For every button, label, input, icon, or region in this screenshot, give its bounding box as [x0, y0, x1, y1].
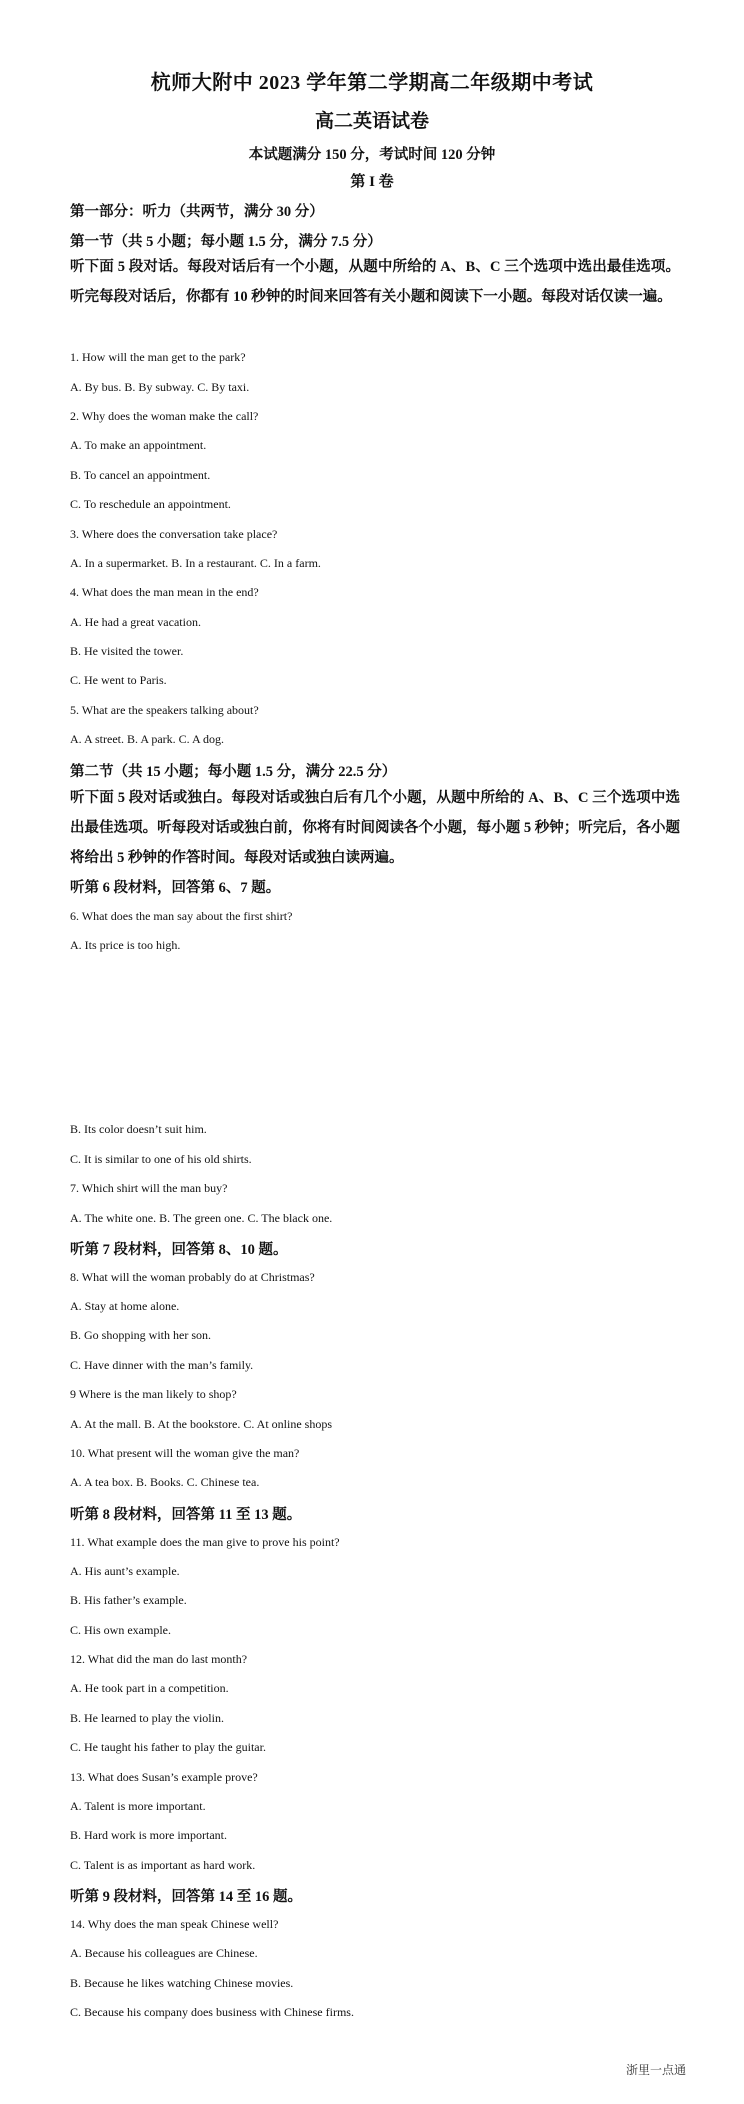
q13-option-b: B. Hard work is more important. [70, 1828, 227, 1842]
q3-stem: 3. Where does the conversation take place? [70, 527, 278, 541]
q13-stem: 13. What does Susan’s example prove? [70, 1770, 258, 1784]
q11-stem: 11. What example does the man give to prove his point? [70, 1535, 340, 1549]
material-7-heading: 听第 7 段材料，回答第 8、10 题。 [70, 1242, 288, 1258]
q13-option-c: C. Talent is as important as hard work. [70, 1858, 256, 1872]
page-footer: 浙里一点通 [626, 2063, 687, 2077]
q5-options: A. A street. B. A park. C. A dog. [70, 732, 225, 746]
q14-option-a: A. Because his colleagues are Chinese. [70, 1946, 258, 1960]
exam-meta: 本试题满分 150 分，考试时间 120 分钟 [248, 147, 496, 163]
q14-stem: 14. Why does the man speak Chinese well? [70, 1917, 279, 1931]
q1-stem: 1. How will the man get to the park? [70, 350, 246, 364]
exam-subtitle: 高二英语试卷 [314, 111, 429, 132]
q6-option-b: B. Its color doesn’t suit him. [70, 1122, 207, 1136]
q12-option-c: C. He taught his father to play the guitar. [70, 1740, 266, 1754]
q11-option-b: B. His father’s example. [70, 1593, 187, 1607]
q6-option-a: A. Its price is too high. [70, 938, 181, 952]
volume-label: 第 I 卷 [350, 174, 394, 190]
section1-instructions: 听下面 5 段对话。每段对话后有一个小题，从题中所给的 A、B、C 三个选项中选出最佳选项。听完每段对话后，你都有 10 秒钟的时间来回答有关小题和阅读下一小题。每段对话仅读一遍。 [70, 259, 680, 305]
q8-option-c: C. Have dinner with the man’s family. [70, 1358, 254, 1372]
q14-option-c: C. Because his company does business with Chinese firms. [70, 2005, 354, 2019]
section2-instructions: 听下面 5 段对话或独白。每段对话或独白后有几个小题，从题中所给的 A、B、C 三个选项中选出最佳选项。听每段对话或独白前，你将有时间阅读各个小题，每小题 5 秒钟；听完后，各小题将给出 5 秒钟的作答时间。每段对话或独白读两遍。 [70, 790, 680, 866]
q5-stem: 5. What are the speakers talking about? [70, 703, 259, 717]
q2-stem: 2. Why does the woman make the call? [70, 409, 259, 423]
material-8-heading: 听第 8 段材料，回答第 11 至 13 题。 [70, 1507, 302, 1523]
q2-option-a: A. To make an appointment. [70, 438, 207, 452]
q10-stem: 10. What present will the woman give the man? [70, 1446, 300, 1460]
q9-stem: 9 Where is the man likely to shop? [70, 1387, 237, 1401]
q10-options: A. A tea box. B. Books. C. Chinese tea. [70, 1475, 260, 1489]
q4-option-c: C. He went to Paris. [70, 673, 167, 687]
q7-options: A. The white one. B. The green one. C. The black one. [70, 1211, 333, 1225]
q8-option-a: A. Stay at home alone. [70, 1299, 180, 1313]
q4-option-a: A. He had a great vacation. [70, 615, 201, 629]
q2-option-b: B. To cancel an appointment. [70, 468, 211, 482]
material-6-heading: 听第 6 段材料，回答第 6、7 题。 [70, 880, 281, 896]
q14-option-b: B. Because he likes watching Chinese movies. [70, 1976, 294, 1990]
q4-stem: 4. What does the man mean in the end? [70, 585, 259, 599]
q3-options: A. In a supermarket. B. In a restaurant. C. In a farm. [70, 556, 321, 570]
q6-option-c: C. It is similar to one of his old shirts. [70, 1152, 252, 1166]
q12-option-a: A. He took part in a competition. [70, 1681, 229, 1695]
q12-option-b: B. He learned to play the violin. [70, 1711, 224, 1725]
section2-heading: 第二节（共 15 小题；每小题 1.5 分，满分 22.5 分） [70, 764, 397, 780]
q9-options: A. At the mall. B. At the bookstore. C. At online shops [70, 1417, 332, 1431]
q6-stem: 6. What does the man say about the first shirt? [70, 909, 293, 923]
q8-stem: 8. What will the woman probably do at Christmas? [70, 1270, 315, 1284]
part1-heading: 第一部分：听力（共两节，满分 30 分） [70, 204, 324, 220]
material-9-heading: 听第 9 段材料，回答第 14 至 16 题。 [70, 1889, 302, 1905]
q7-stem: 7. Which shirt will the man buy? [70, 1181, 228, 1195]
q13-option-a: A. Talent is more important. [70, 1799, 206, 1813]
exam-title: 杭师大附中 2023 学年第二学期高二年级期中考试 [150, 72, 594, 94]
q2-option-c: C. To reschedule an appointment. [70, 497, 231, 511]
q12-stem: 12. What did the man do last month? [70, 1652, 248, 1666]
q1-options: A. By bus. B. By subway. C. By taxi. [70, 380, 250, 394]
q11-option-c: C. His own example. [70, 1623, 171, 1637]
section1-heading: 第一节（共 5 小题；每小题 1.5 分，满分 7.5 分） [70, 234, 382, 250]
q11-option-a: A. His aunt’s example. [70, 1564, 180, 1578]
q4-option-b: B. He visited the tower. [70, 644, 184, 658]
q8-option-b: B. Go shopping with her son. [70, 1328, 211, 1342]
